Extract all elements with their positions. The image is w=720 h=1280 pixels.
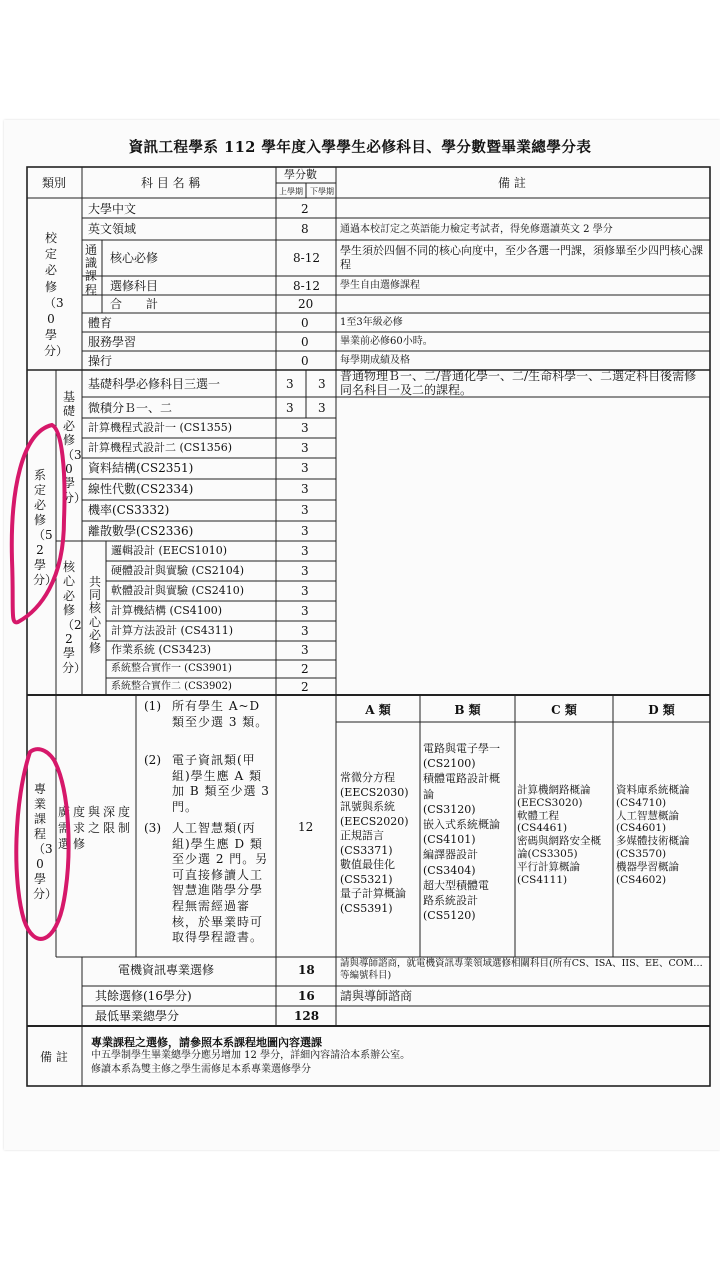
breadth-depth-label: 廣度與深度需求之限制選修	[58, 805, 134, 852]
course-credit-first: 3	[286, 401, 294, 415]
course-credit: 2	[301, 202, 309, 216]
elective-credit: 12	[298, 820, 314, 834]
rule-number: (1)	[144, 699, 161, 713]
group-b-list: 電路與電子學一 (CS2100) 積體電路設計概 論 (CS3120) 嵌入式系統概論 (CS4101) 編譯器設計 (CS3404) 超大型積體電 路系統設計 (CS5120)	[423, 742, 500, 923]
header-category: 類別	[42, 176, 67, 190]
group-a-list: 常微分方程 (EECS2030) 訊號與系統 (EECS2020) 正規語言 (CS3371) 數值最佳化 (CS5321) 量子計算概論 (CS5391)	[340, 771, 409, 915]
course-name: 系統整合實作一 (CS3901)	[111, 663, 232, 674]
group-b-header: B 類	[454, 703, 481, 717]
header-credits: 學分數	[284, 168, 317, 181]
note-line: 修讀本系為雙主修之學生需修足本系專業選修學分	[91, 1064, 311, 1075]
group-d-header: D 類	[648, 703, 675, 717]
notes-label: 備 註	[40, 1050, 68, 1064]
common-core-label: 共同核心必修	[88, 575, 101, 655]
course-name: 計算方法設計 (CS4311)	[111, 624, 234, 637]
course-remark: 通過本校訂定之英語能力檢定考試者，得免修選讀英文 2 學分	[340, 224, 613, 235]
course-credit: 3	[301, 482, 309, 496]
course-name: 微積分Ｂ一、二	[88, 401, 173, 415]
course-name: 計算機程式設計二 (CS1356)	[88, 441, 233, 454]
course-name: 資料結構(CS2351)	[88, 461, 194, 475]
course-credit: 20	[298, 297, 314, 311]
course-name: 操行	[88, 354, 113, 368]
course-name: 計算機結構 (CS4100)	[111, 604, 223, 617]
course-remark: 學生自由選修課程	[340, 280, 420, 291]
school-required-label: 校定必修（30學分）	[44, 231, 69, 359]
course-name: 大學中文	[88, 202, 137, 216]
eecs-elective-remark: 請與導師諮商，就電機資訊專業領域選修相關科目(所有CS、ISA、IIS、EE、COM…等編號科目)	[340, 958, 703, 982]
course-credit: 0	[301, 316, 309, 330]
core-required-label: 核心必修（22學分）	[62, 560, 87, 675]
rule-text: 人工智慧類(丙組)學生應 D 類至少選 2 門。另可直接修讀人工智慧進階學分學程無需經過審核，於畢業時可取得學程證書。	[172, 821, 269, 945]
professional-course-label: 專業課程（30學分）	[33, 782, 58, 901]
rule-text: 電子資訊類(甲組)學生應 A 類加 B 類至少選 3 門。	[172, 753, 270, 814]
course-name: 線性代數(CS2334)	[88, 482, 194, 496]
course-name: 系統整合實作二 (CS3902)	[111, 681, 232, 692]
course-credit: 8-12	[293, 251, 320, 265]
course-credit: 3	[301, 441, 309, 455]
header-course-name: 科 目 名 稱	[141, 176, 201, 190]
total-credits-value: 128	[294, 1009, 320, 1023]
course-name: 軟體設計與實驗 (CS2410)	[111, 584, 245, 597]
course-credit: 0	[301, 335, 309, 349]
course-credit: 8	[301, 222, 309, 236]
note-line: 專業課程之選修，請參照本系課程地圖內容選課	[91, 1036, 322, 1049]
course-credit: 3	[301, 461, 309, 475]
course-name: 作業系統 (CS3423)	[111, 643, 212, 656]
course-remark: 畢業前必修60小時。	[340, 336, 433, 347]
group-c-header: C 類	[551, 703, 577, 717]
course-credit: 2	[301, 680, 309, 694]
course-credit-first: 3	[286, 377, 294, 391]
course-credit: 2	[301, 662, 309, 676]
general-education-label: 通識課程	[84, 243, 97, 297]
dept-required-label: 系定必修（52學分）	[33, 468, 58, 587]
course-credit: 3	[301, 624, 309, 638]
course-credit: 3	[301, 421, 309, 435]
course-name: 計算機程式設計一 (CS1355)	[88, 421, 233, 434]
course-name: 合 計	[110, 297, 159, 311]
course-remark: 學生須於四個不同的核心向度中，至少各選一門課，須修畢至少四門核心課程	[340, 244, 703, 272]
course-credit: 3	[301, 503, 309, 517]
other-elective-credit: 16	[298, 989, 315, 1003]
course-name: 體育	[88, 316, 113, 330]
basic-required-label: 基礎必修（30學分）	[62, 390, 87, 505]
course-name: 服務學習	[88, 335, 137, 349]
course-credit-second: 3	[318, 377, 326, 391]
course-credit: 0	[301, 354, 309, 368]
group-a-header: A 類	[365, 703, 391, 717]
course-credit: 3	[301, 544, 309, 558]
group-c-list: 計算機網路概論 (EECS3020) 軟體工程 (CS4461) 密碼與網路安全概 論(CS3305) 平行計算概論 (CS4111)	[517, 784, 601, 886]
other-elective-name: 其餘選修(16學分)	[95, 989, 192, 1003]
course-remark: 普通物理Ｂ一、二/普通化學一、二/生命科學一、二選定科目後需修同名科目一及二的課程。	[340, 369, 697, 397]
course-name: 基礎科學必修科目三選一	[88, 377, 221, 391]
course-credit: 8-12	[293, 279, 320, 293]
course-credit: 3	[301, 604, 309, 618]
eecs-elective-name: 電機資訊專業選修	[117, 963, 214, 977]
course-name: 邏輯設計 (EECS1010)	[111, 544, 228, 557]
rule-number: (2)	[144, 753, 161, 767]
rule-text: 所有學生 A~D 類至少選 3 類。	[172, 699, 269, 729]
eecs-elective-credit: 18	[298, 963, 315, 977]
course-name: 離散數學(CS2336)	[88, 524, 194, 538]
course-credit: 3	[301, 584, 309, 598]
course-name: 核心必修	[110, 251, 159, 265]
other-elective-remark: 請與導師諮商	[340, 989, 413, 1003]
course-credit: 3	[301, 564, 309, 578]
course-credit: 3	[301, 643, 309, 657]
rule-number: (3)	[144, 821, 161, 835]
note-line: 中五學制學生畢業總學分應另增加 12 學分，詳細內容請洽本系辦公室。	[91, 1050, 411, 1061]
course-remark: 1至3年級必修	[340, 317, 403, 328]
course-credit: 3	[301, 524, 309, 538]
course-name: 機率(CS3332)	[88, 503, 170, 517]
course-name: 選修科目	[110, 279, 159, 293]
header-first-semester: 上學期	[279, 187, 303, 196]
total-credits-name: 最低畢業總學分	[95, 1009, 180, 1023]
header-remark: 備 註	[498, 176, 526, 190]
group-d-list: 資料庫系統概論 (CS4710) 人工智慧概論 (CS4601) 多媒體技術概論 (CS3570) 機器學習概論 (CS4602)	[616, 784, 690, 886]
course-remark: 每學期成績及格	[340, 355, 410, 366]
page-title: 資訊工程學系 112 學年度入學學生必修科目、學分數暨畢業總學分表	[128, 139, 592, 156]
course-name: 硬體設計與實驗 (CS2104)	[111, 564, 245, 577]
header-second-semester: 下學期	[310, 187, 334, 196]
course-name: 英文領域	[88, 222, 137, 236]
course-credit-second: 3	[318, 401, 326, 415]
